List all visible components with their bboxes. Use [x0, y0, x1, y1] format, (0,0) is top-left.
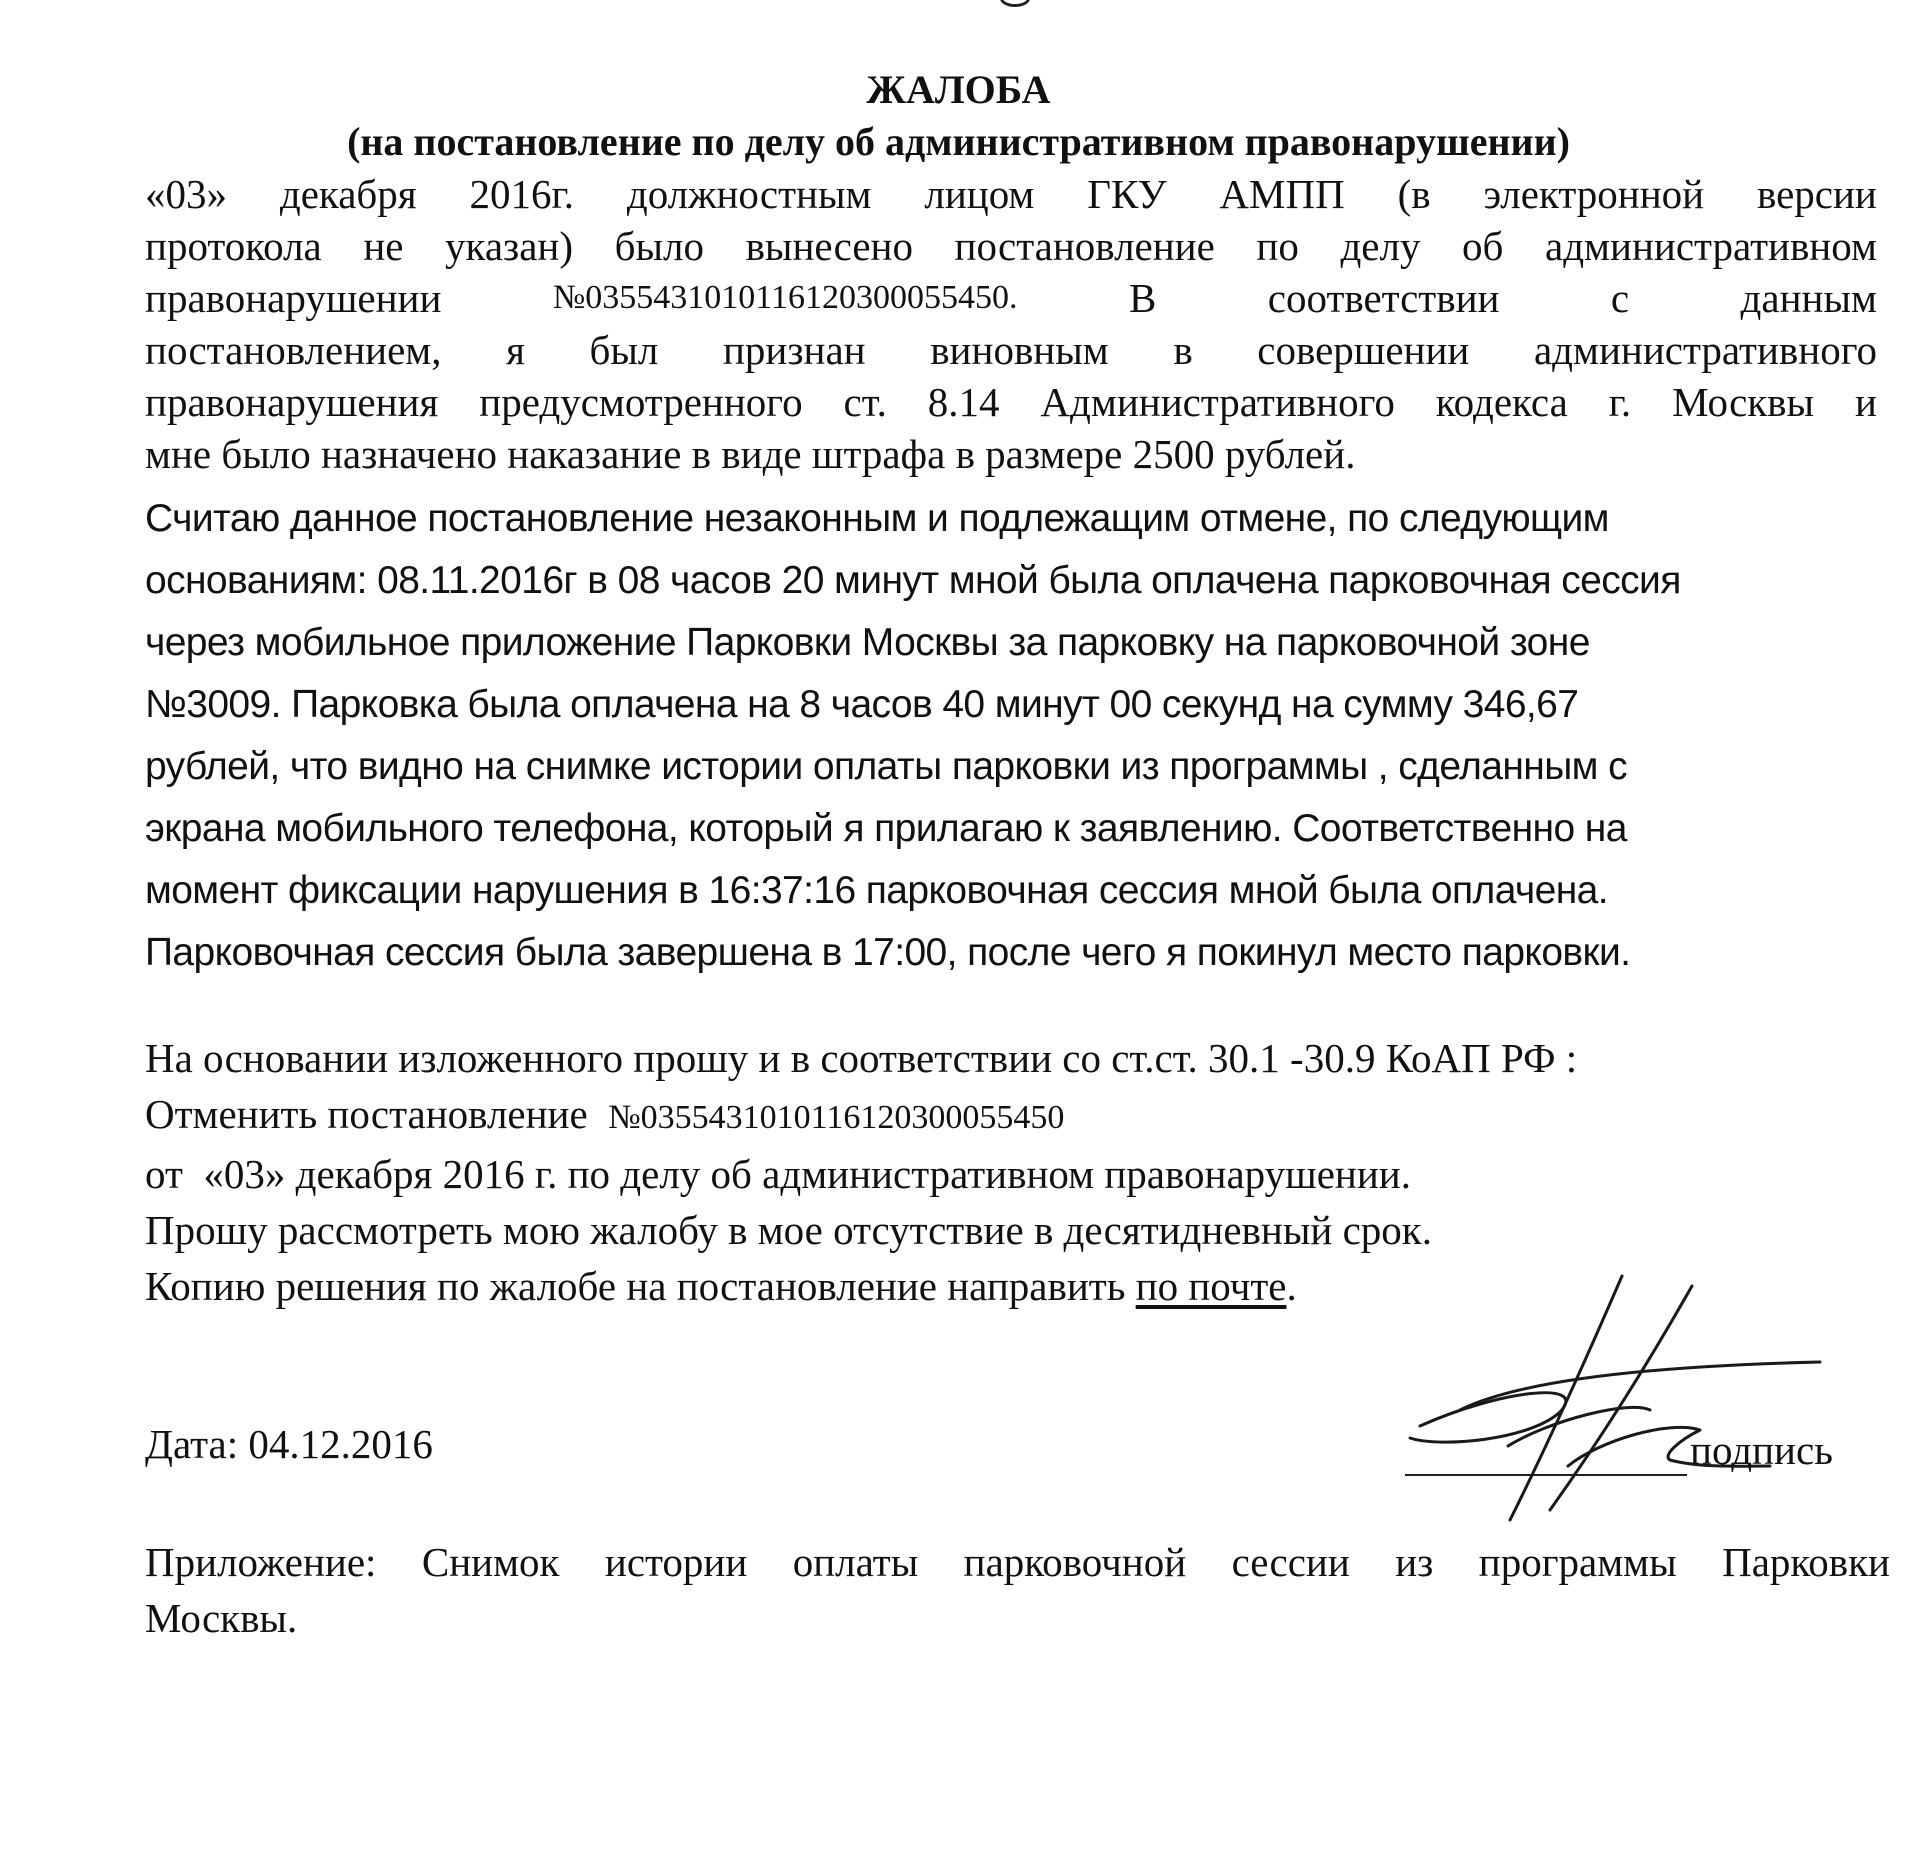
- word: об: [1462, 223, 1504, 269]
- handwritten-signature: [1400, 1270, 1880, 1550]
- word: электронной: [1483, 171, 1705, 217]
- paragraph-1-line-2: [145, 220, 1877, 272]
- word: Парковки: [1722, 1539, 1890, 1585]
- paragraph-2: [145, 488, 1875, 984]
- word: правонарушении: [145, 275, 442, 321]
- paragraph-2-line-7: момент фиксации нарушения в 16:37:16 парковочная сессия мной была оплачена.: [145, 869, 1608, 912]
- word: Снимок: [421, 1539, 560, 1585]
- word: протокола: [145, 223, 322, 269]
- request-line-4: Прошу рассмотреть мою жалобу в мое отсутствие в десятидневный срок.: [145, 1207, 1432, 1253]
- word: кодекса: [1435, 379, 1568, 425]
- word: В: [1128, 275, 1157, 321]
- request-line-2-text: Отменить постановление: [145, 1091, 609, 1137]
- word: версии: [1756, 171, 1877, 217]
- word: соответствии: [1267, 275, 1500, 321]
- attachment-note: [145, 1534, 1890, 1646]
- paragraph-1-line-6: мне было назначено наказание в виде штрафа в размере 2500 рублей.: [145, 431, 1356, 477]
- request-line-3: от «03» декабря 2016 г. по делу об административном правонарушении.: [145, 1151, 1411, 1197]
- word: истории: [604, 1539, 748, 1585]
- word: данным: [1740, 275, 1877, 321]
- word: я: [506, 327, 525, 373]
- page-top-mark: [1000, 0, 1030, 7]
- word: АМПП: [1219, 171, 1345, 217]
- paragraph-2-line-4: №3009. Парковка была оплачена на 8 часов 40 минут 00 секунд на сумму 346,67: [145, 683, 1579, 726]
- request-line-2: [145, 1086, 1875, 1146]
- word: из: [1395, 1539, 1434, 1585]
- attachment-line-1: [145, 1534, 1890, 1590]
- document-subtitle: (на постановление по делу об административном правонарушении): [347, 119, 1570, 164]
- word: лицом: [924, 171, 1035, 217]
- paragraph-1-line-1: [145, 168, 1877, 220]
- word: оплаты: [792, 1539, 919, 1585]
- word: не: [363, 223, 404, 269]
- word: г.: [1608, 379, 1632, 425]
- paragraph-1-line-4: [145, 324, 1877, 376]
- word: Приложение:: [145, 1539, 377, 1585]
- word: виновным: [930, 327, 1109, 373]
- request-line-1: На основании изложенного прошу и в соответствии со ст.ст. 30.1 -30.9 КоАП РФ :: [145, 1035, 1578, 1081]
- paragraph-2-line-3: через мобильное приложение Парковки Москвы за парковку на парковочной зоне: [145, 621, 1590, 664]
- word: парковочной: [963, 1539, 1187, 1585]
- word: должностным: [626, 171, 872, 217]
- word: 2016г.: [469, 171, 574, 217]
- word: «03»: [145, 171, 227, 217]
- word: ст.: [843, 379, 887, 425]
- word: по: [1256, 223, 1299, 269]
- request-line-5-text: Копию решения по жалобе на постановление направить: [145, 1263, 1136, 1309]
- word: делу: [1340, 223, 1421, 269]
- paragraph-2-line-6: экрана мобильного телефона, который я прилагаю к заявлению. Соответственно на: [145, 807, 1627, 850]
- word: (в: [1397, 171, 1431, 217]
- word: Административного: [1040, 379, 1395, 425]
- attachment-line-2: Москвы.: [145, 1595, 298, 1641]
- paragraph-2-line-5: рублей, что видно на снимке истории оплаты парковки из программы , сделанным с: [145, 745, 1628, 788]
- word: признан: [722, 327, 866, 373]
- resolution-number: №0355431010116120300055450.: [552, 279, 1018, 316]
- resolution-number: №0355431010116120300055450: [608, 1099, 1065, 1136]
- word: правонарушения: [145, 379, 439, 425]
- date-line: Дата: 04.12.2016: [145, 1421, 433, 1467]
- word: в: [1173, 327, 1193, 373]
- word: декабря: [279, 171, 417, 217]
- document-title: ЖАЛОБА: [866, 67, 1051, 112]
- word: Москвы: [1672, 379, 1815, 425]
- delivery-method: по почте: [1135, 1263, 1287, 1309]
- paragraph-1-line-3: [145, 272, 1877, 324]
- word: с: [1610, 275, 1630, 321]
- word: вынесено: [745, 223, 913, 269]
- word: указан): [445, 223, 574, 269]
- word: ГКУ: [1087, 171, 1167, 217]
- word: сессии: [1231, 1539, 1350, 1585]
- paragraph-2-line-1: Считаю данное постановление незаконным и подлежащим отмене, по следующим: [145, 497, 1609, 540]
- paragraph-1: [145, 168, 1875, 480]
- word: совершении: [1257, 327, 1470, 373]
- word: был: [589, 327, 659, 373]
- word: предусмотренного: [479, 379, 803, 425]
- paragraph-2-line-8: Парковочная сессия была завершена в 17:00, после чего я покинул место парковки.: [145, 931, 1631, 974]
- word: и: [1855, 379, 1877, 425]
- word: постановление: [954, 223, 1215, 269]
- word: административном: [1545, 223, 1877, 269]
- word: 8.14: [927, 379, 1000, 425]
- word: было: [614, 223, 704, 269]
- word: программы: [1478, 1539, 1677, 1585]
- paragraph-1-line-5: [145, 376, 1877, 428]
- paragraph-2-line-2: основаниям: 08.11.2016г в 08 часов 20 минут мной была оплачена парковочная сессия: [145, 559, 1681, 602]
- request-line-5-end: .: [1286, 1263, 1297, 1309]
- word: постановлением,: [145, 327, 442, 373]
- signature-label: подпись: [1690, 1427, 1833, 1473]
- word: административного: [1533, 327, 1877, 373]
